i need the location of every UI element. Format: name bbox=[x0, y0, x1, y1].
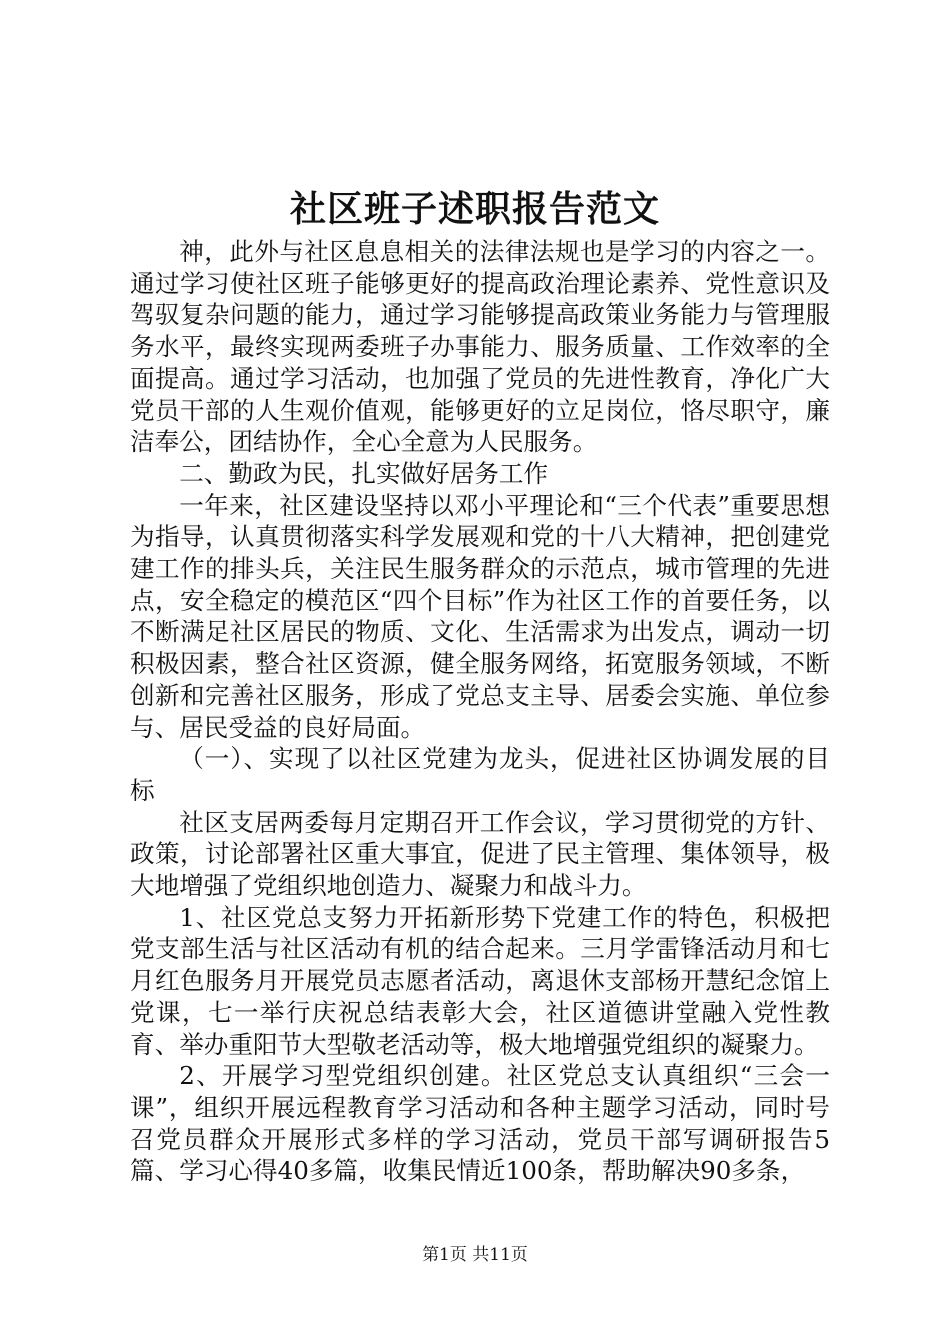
paragraph-study-summary: 神，此外与社区息息相关的法律法规也是学习的内容之一。通过学习使社区班子能够更好的提高政治理论素养、党性意识及驾驭复杂问题的能力，通过学习能够提高政策业务能力与管理服务水平，最终实现两委班子办事能力、服务质量、工作效率的全面提高。通过学习活动，也加强了党员的先进性教育，净化广大党员干部的人生观价值观，能够更好的立足岗位，恪尽职守，廉洁奉公，团结协作，全心全意为人民服务。 bbox=[130, 237, 830, 457]
section-heading-diligent-governance: 二、勤政为民，扎实做好居务工作 bbox=[179, 458, 549, 488]
list-item-party-branch-activities: 1、社区党总支努力开拓新形势下党建工作的特色，积极把党支部生活与社区活动有机的结合起来。三月学雷锋活动月和七月红色服务月开展党员志愿者活动，离退休支部杨开慧纪念馆上党课，七一举行庆祝总结表彰大会，社区道德讲堂融入党性教育、举办重阳节大型敬老活动等，极大地增强党组织的凝聚力。 bbox=[130, 902, 830, 1059]
subsection-heading-party-building: （一）、实现了以社区党建为龙头，促进社区协调发展的目标 bbox=[130, 744, 830, 805]
document-body bbox=[130, 236, 830, 1187]
page-number-footer: 第1页 共11页 bbox=[422, 1245, 528, 1265]
document-title: 社区班子述职报告范文 bbox=[289, 188, 660, 230]
paragraph-year-overview: 一年来，社区建设坚持以邓小平理论和“三个代表”重要思想为指导，认真贯彻落实科学发展观和党的十八大精神，把创建党建工作的排头兵，关注民生服务群众的示范点，城市管理的先进点，安全稳定的模范区“四个目标”作为社区工作的首要任务，以不断满足社区居民的物质、文化、生活需求为出发点，调动一切积极因素，整合社区资源，健全服务网络，拓宽服务领域，不断创新和完善社区服务，形成了党总支主导、居委会实施、单位参与、居民受益的良好局面。 bbox=[130, 490, 830, 742]
list-item-learning-organization: 2、开展学习型党组织创建。社区党总支认真组织“三会一课”，组织开展远程教育学习活动和各种主题学习活动，同时号召党员群众开展形式多样的学习活动，党员干部写调研报告5篇、学习心得40多篇，收集民情近100条，帮助解决90多条， bbox=[130, 1061, 830, 1186]
paragraph-two-committees-meetings: 社区支居两委每月定期召开工作会议，学习贯彻党的方针、政策，讨论部署社区重大事宜，促进了民主管理、集体领导，极大地增强了党组织地创造力、凝聚力和战斗力。 bbox=[130, 807, 830, 901]
